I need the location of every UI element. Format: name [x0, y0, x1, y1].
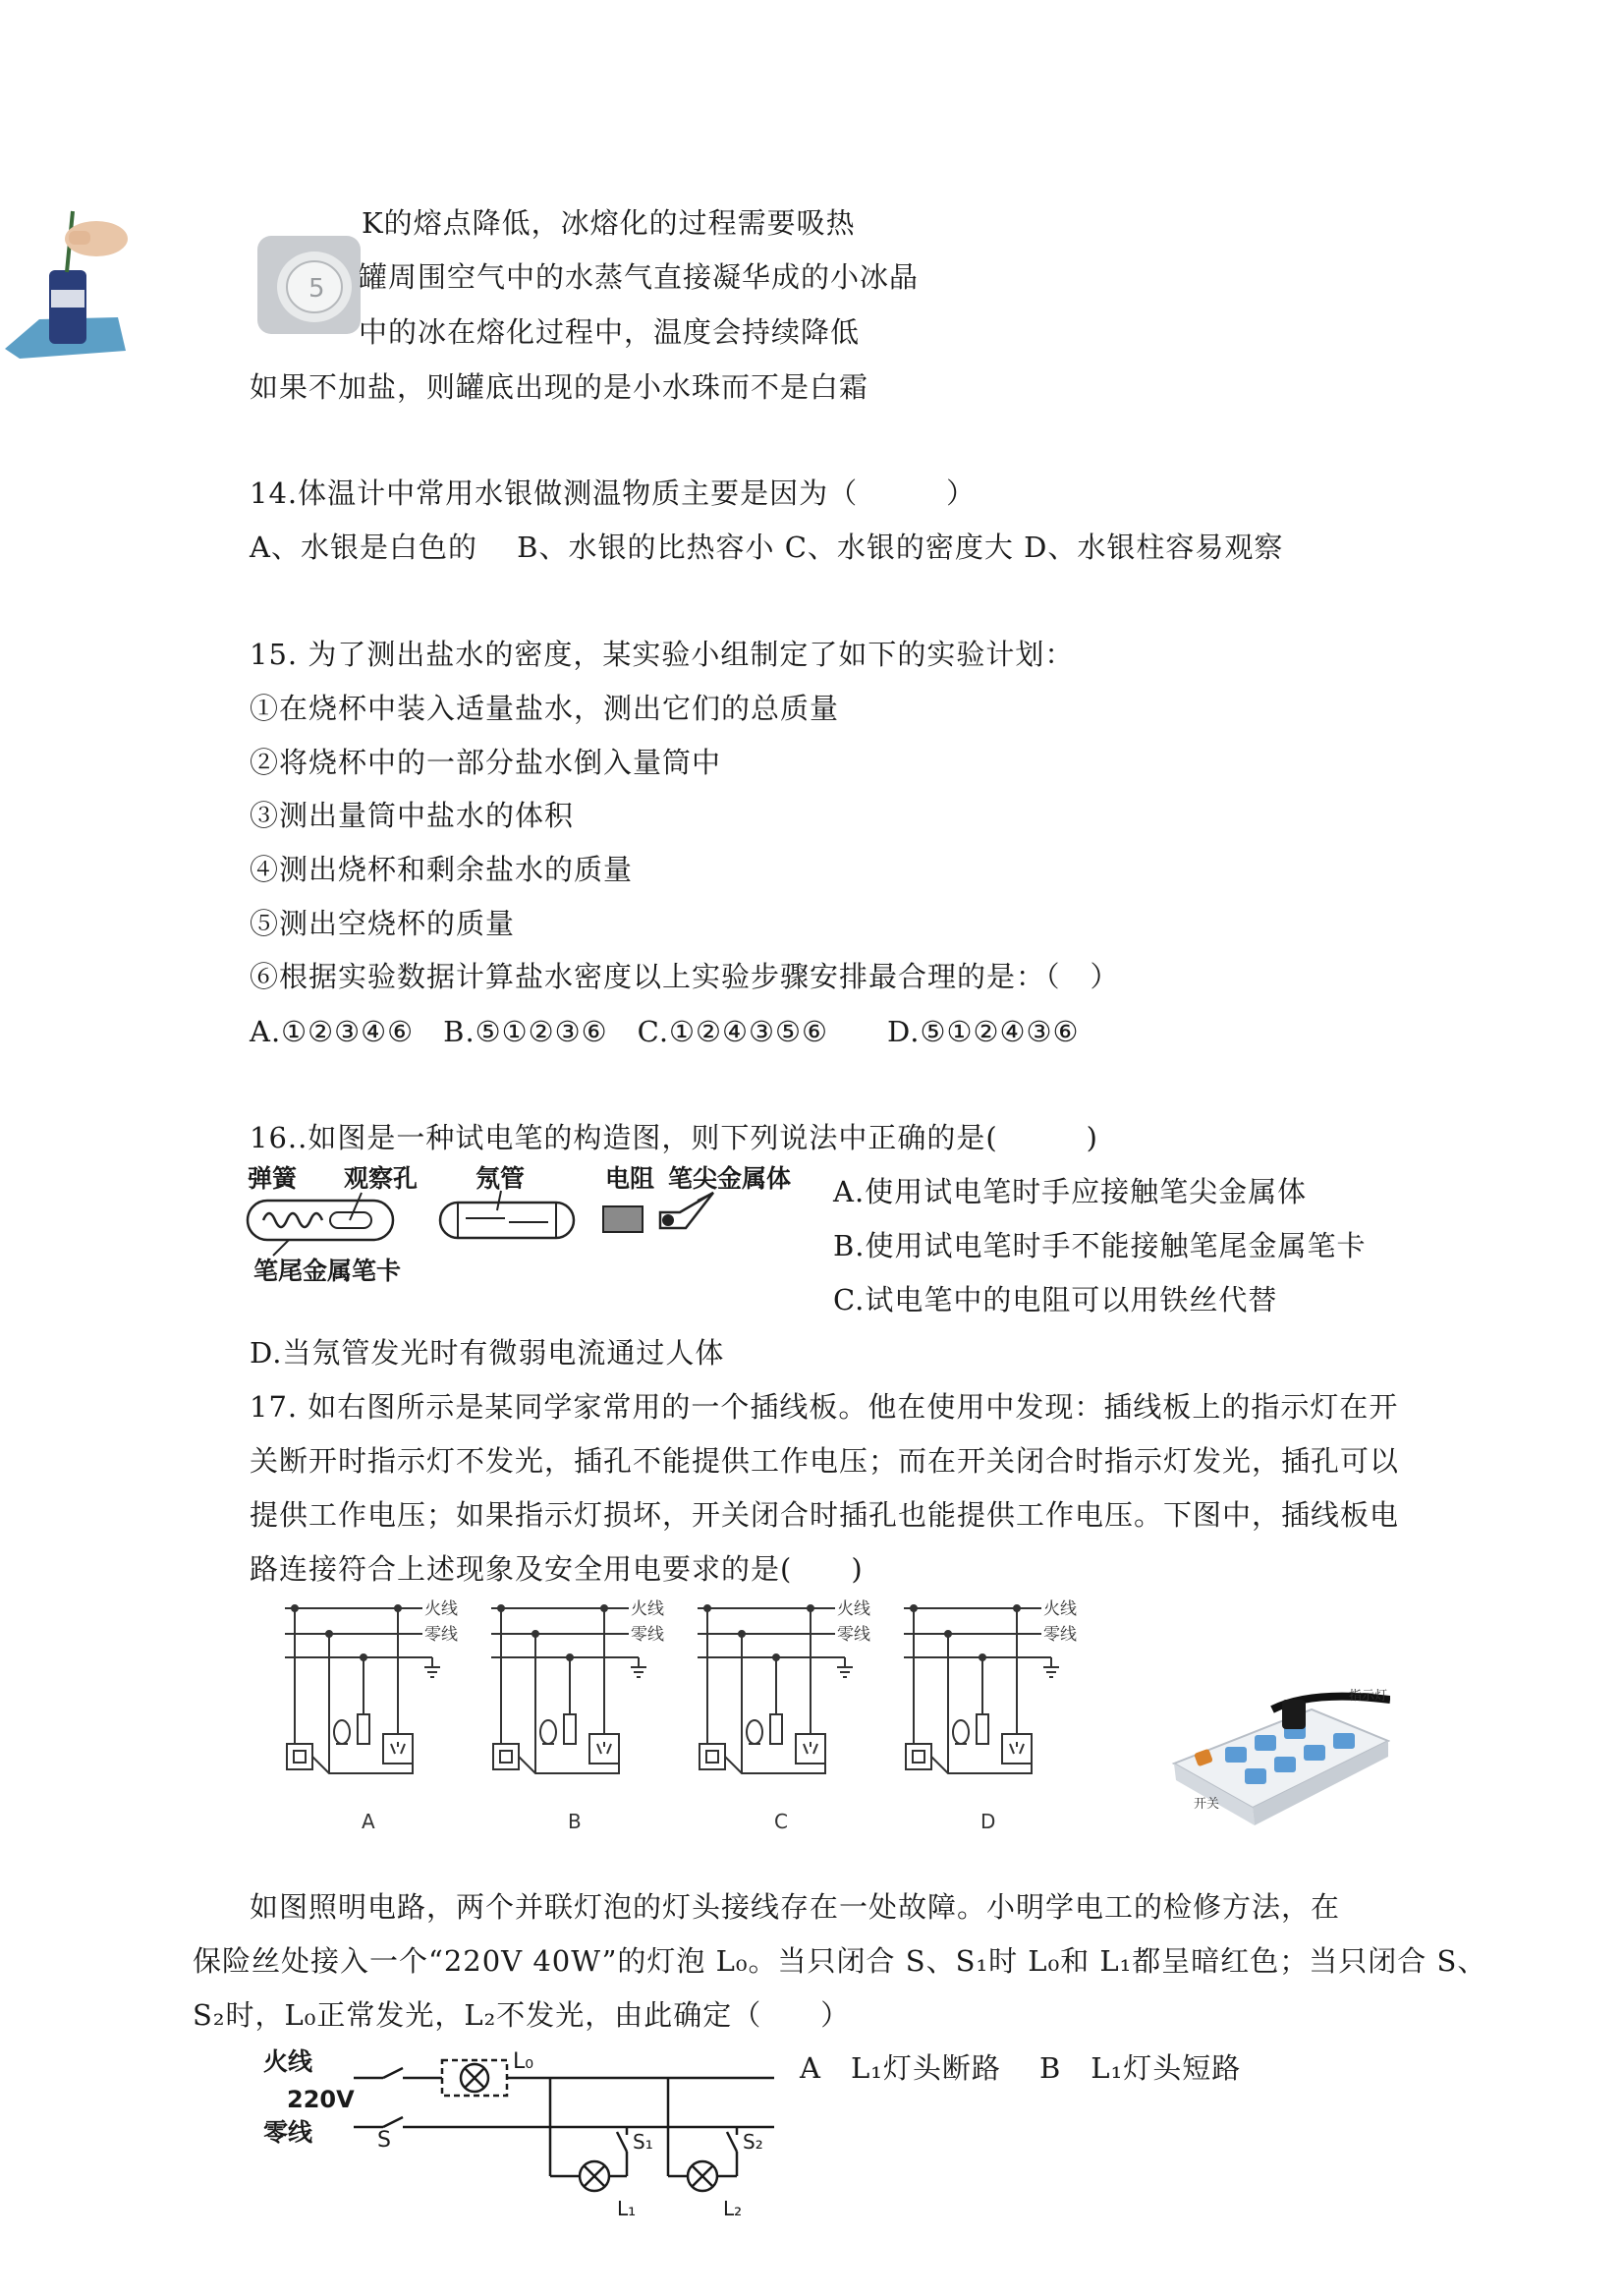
switch-label: 开关 — [1194, 1797, 1220, 1812]
q18-l2-label: L₂ — [723, 2197, 743, 2220]
q13-option-a: K的熔点降低，冰熔化的过程需要吸热 — [362, 206, 856, 240]
q15-step-6: ⑥根据实验数据计算盐水密度以上实验步骤安排最合理的是：（ ） — [250, 960, 1120, 993]
q15-options: A.①②③④⑥ B.⑤①②③⑥ C.①②④③⑤⑥ D.⑤①②④③⑥ — [250, 1015, 1080, 1048]
live-wire-label: 火线 — [1043, 1599, 1077, 1619]
q18-live-label: 火线 — [263, 2047, 313, 2076]
q16-stem: 16..如图是一种试电笔的构造图，则下列说法中正确的是( ) — [250, 1121, 1098, 1154]
q13-option-d: 如果不加盐，则罐底出现的是小水珠而不是白霜 — [250, 370, 869, 404]
neutral-wire-label: 零线 — [631, 1625, 664, 1645]
circuit-label-b: B — [568, 1810, 582, 1833]
q14-options: A、水银是白色的 B、水银的比热容小 C、水银的密度大 D、水银柱容易观察 — [250, 531, 1284, 564]
q15-step-2: ②将烧杯中的一部分盐水倒入量筒中 — [250, 746, 722, 779]
label-spring: 弹簧 — [248, 1164, 298, 1193]
circuit-option-c — [698, 1605, 853, 1773]
circuit-label-c: C — [774, 1810, 788, 1833]
q18-l1-label: L₁ — [617, 2197, 637, 2220]
power-strip-photo — [1164, 1670, 1390, 1827]
circuit-option-d — [904, 1605, 1059, 1773]
q18-s1-label: S₁ — [633, 2130, 653, 2154]
q17-circuit-options — [275, 1596, 1120, 1842]
q16-option-b: B.使用试电笔时手不能接触笔尾金属笔卡 — [833, 1229, 1367, 1262]
indicator-label: 指示灯 — [1349, 1689, 1388, 1704]
q17-line-4: 路连接符合上述现象及安全用电要求的是( ) — [250, 1552, 864, 1586]
q18-option-b: B L₁灯头短路 — [1039, 2051, 1242, 2085]
q15-stem: 15. 为了测出盐水的密度，某实验小组制定了如下的实验计划： — [250, 638, 1075, 671]
live-wire-label: 火线 — [424, 1599, 458, 1619]
q13-option-c: 中的冰在熔化过程中，温度会持续降低 — [359, 315, 861, 349]
q16-option-c: C.试电笔中的电阻可以用铁丝代替 — [833, 1283, 1278, 1316]
label-resistor: 电阻 — [605, 1164, 655, 1193]
q15-step-4: ④测出烧杯和剩余盐水的质量 — [250, 853, 634, 886]
label-tip: 笔尖金属体 — [668, 1164, 792, 1193]
label-window: 观察孔 — [344, 1164, 419, 1193]
label-neon: 氖管 — [476, 1164, 526, 1193]
q18-option-a: A L₁灯头断路 — [800, 2051, 1001, 2085]
q14-stem: 14.体温计中常用水银做测温物质主要是因为（ ） — [250, 476, 977, 510]
q18-l0-label: L₀ — [513, 2049, 534, 2074]
q17-line-1: 17. 如右图所示是某同学家常用的一个插线板。他在使用中发现：插线板上的指示灯在开 — [250, 1390, 1399, 1424]
circuit-option-a — [285, 1605, 440, 1773]
live-wire-label: 火线 — [837, 1599, 870, 1619]
q17-line-3: 提供工作电压；如果指示灯损坏，开关闭合时插孔也能提供工作电压。下图中，插线板电 — [250, 1498, 1400, 1532]
q18-line-3: S₂时，L₀正常发光，L₂不发光，由此确定（ ） — [193, 1998, 851, 2032]
circuit-label-d: D — [980, 1810, 996, 1833]
q18-line-1: 如图照明电路，两个并联灯泡的灯头接线存在一处故障。小明学电工的检修方法，在 — [250, 1890, 1341, 1924]
can-bottom-frost-photo — [257, 236, 361, 334]
q15-step-1: ①在烧杯中装入适量盐水，测出它们的总质量 — [250, 692, 840, 725]
q15-step-3: ③测出量筒中盐水的体积 — [250, 799, 575, 832]
circuit-option-b — [491, 1605, 646, 1773]
live-wire-label: 火线 — [631, 1599, 664, 1619]
q18-voltage-label: 220V — [287, 2086, 355, 2113]
q15-step-5: ⑤测出空烧杯的质量 — [250, 907, 516, 940]
svg-text:5: 5 — [308, 274, 325, 304]
q18-s2-label: S₂ — [743, 2130, 763, 2154]
q16-option-d: D.当氖管发光时有微弱电流通过人体 — [250, 1336, 725, 1370]
neutral-wire-label: 零线 — [1043, 1625, 1077, 1645]
neutral-wire-label: 零线 — [837, 1625, 870, 1645]
q18-line-2: 保险丝处接入一个“220V 40W”的灯泡 L₀。当只闭合 S、S₁时 L₀和 L₁都呈暗红色；当只闭合 S、 — [193, 1944, 1487, 1978]
test-pen-diagram — [244, 1161, 823, 1289]
q18-circuit — [255, 2039, 786, 2230]
q18-neutral-label: 零线 — [263, 2118, 313, 2147]
q18-s-label: S — [377, 2128, 391, 2153]
q17-line-2: 关断开时指示灯不发光，插孔不能提供工作电压；而在开关闭合时指示灯发光，插孔可以 — [250, 1444, 1400, 1478]
neutral-wire-label: 零线 — [424, 1625, 458, 1645]
label-clip: 笔尾金属笔卡 — [253, 1257, 402, 1285]
circuit-label-a: A — [362, 1810, 375, 1833]
can-stirring-photo — [0, 201, 133, 359]
q13-option-b: 罐周围空气中的水蒸气直接凝华成的小冰晶 — [359, 260, 920, 294]
q16-option-a: A.使用试电笔时手应接触笔尖金属体 — [833, 1175, 1308, 1208]
